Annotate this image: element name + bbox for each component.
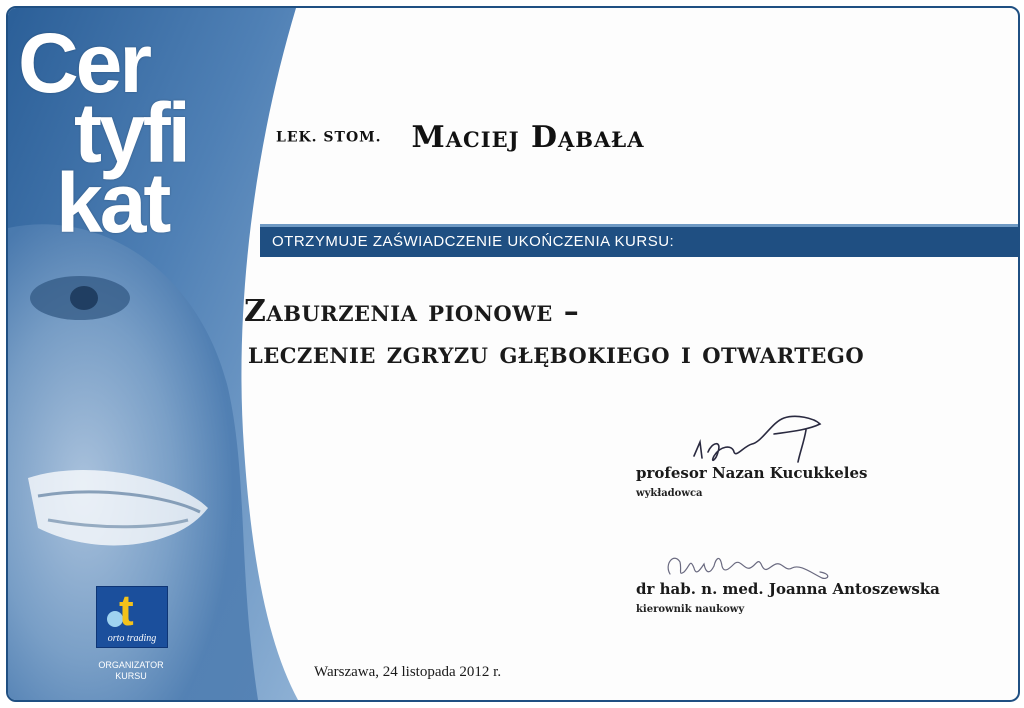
lecturer-role: wykładowca	[636, 488, 703, 499]
supervisor-role: kierownik naukowy	[636, 604, 745, 615]
heading-line: kat	[56, 156, 169, 250]
organizer-label-line: KURSU	[115, 671, 147, 681]
logo-mark: t	[119, 586, 134, 635]
certificate-heading	[18, 16, 188, 250]
statement-text: OTRZYMUJE ZAŚWIADCZENIE UKOŃCZENIA KURSU:	[272, 233, 675, 250]
organizer-label-line: ORGANIZATOR	[98, 660, 164, 670]
recipient	[276, 120, 645, 155]
heading-line: tyfi	[74, 86, 188, 180]
heading-line: Cer	[18, 16, 150, 110]
organizer-label	[84, 660, 178, 682]
lecturer-name: profesor Nazan Kucukkeles	[636, 464, 868, 482]
recipient-name: Maciej Dąbała	[411, 120, 645, 155]
supervisor-name: dr hab. n. med. Joanna Antoszewska	[636, 580, 940, 598]
logo-text: orto trading	[107, 633, 157, 644]
organizer-logo	[96, 586, 168, 648]
statement-band	[260, 224, 1020, 257]
lecturer-signature	[688, 412, 828, 472]
certificate	[6, 6, 1020, 702]
place-and-date: Warszawa, 24 listopada 2012 r.	[314, 664, 502, 680]
course-title-line: Zaburzenia pionowe –	[244, 294, 580, 329]
course-title-line: leczenie zgryzu głębokiego i otwartego	[248, 336, 865, 371]
course-title	[244, 292, 864, 376]
recipient-title: LEK. STOM.	[276, 129, 382, 146]
